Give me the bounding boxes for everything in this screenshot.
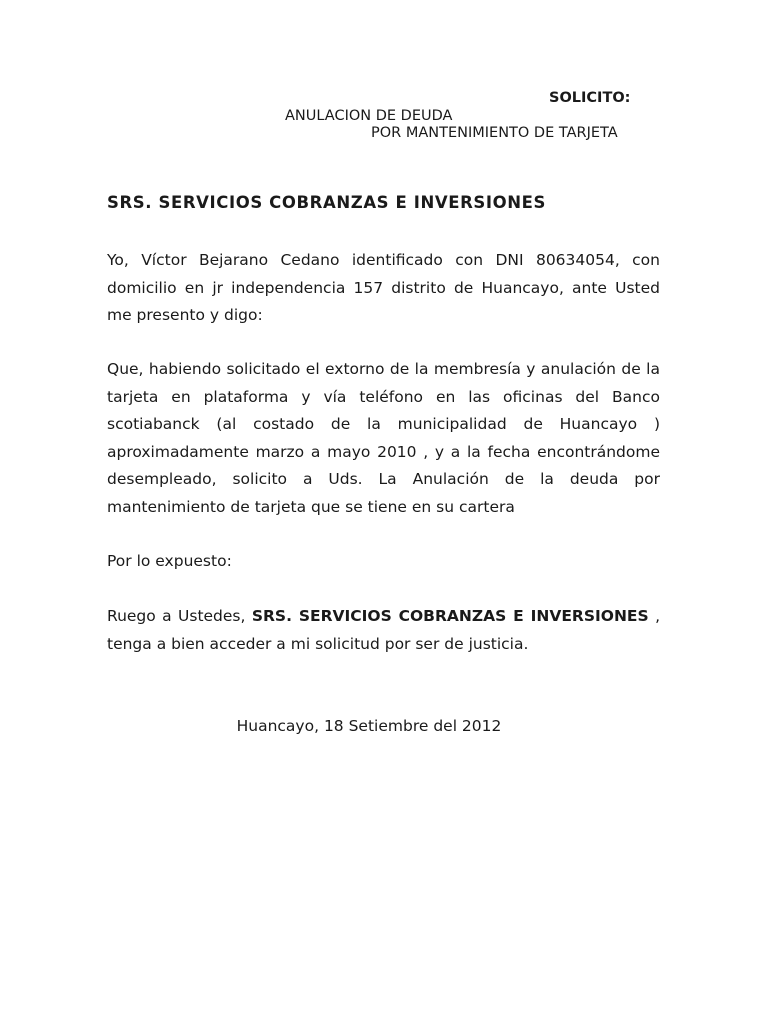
paragraph-introduction: Yo, Víctor Bejarano Cedano identificado con DNI 80634054, con domicilio en jr independencia 157 distrito de Huancayo, ante Usted me presento y digo:	[107, 251, 660, 324]
place-date-text: Huancayo, 18 Setiembre del 2012	[236, 717, 502, 735]
petition-suffix: , tenga a bien acceder a mi solicitud por ser de justicia.	[107, 607, 661, 653]
subject-label: SOLICITO:	[549, 90, 631, 106]
addressee-heading: SRS. SERVICIOS COBRANZAS E INVERSIONES	[107, 193, 547, 212]
petition-prefix: Ruego a Ustedes,	[107, 607, 252, 625]
petition-addressee: SRS. SERVICIOS COBRANZAS E INVERSIONES	[251, 607, 649, 625]
subject-line-1: ANULACION DE DEUDA	[285, 108, 453, 124]
paragraph-request-details: Que, habiendo solicitado el extorno de la membresía y anulación de la tarjeta en plataforma y vía teléfono en las oficinas del Banco scotiabanck (al costado de la municipalidad de Huancayo ) aproximadamente marzo a mayo 2010 , y a la fecha encontrándome desempleado, solicito a Uds. La Anulación de la deuda por mantenimiento de tarjeta que se tiene en su cartera	[107, 360, 660, 516]
place-and-date	[0, 714, 768, 738]
paragraph-por-lo-expuesto: Por lo expuesto:	[107, 552, 232, 570]
paragraph-petition	[107, 603, 660, 658]
subject-line-2: POR MANTENIMIENTO DE TARJETA	[371, 125, 618, 141]
